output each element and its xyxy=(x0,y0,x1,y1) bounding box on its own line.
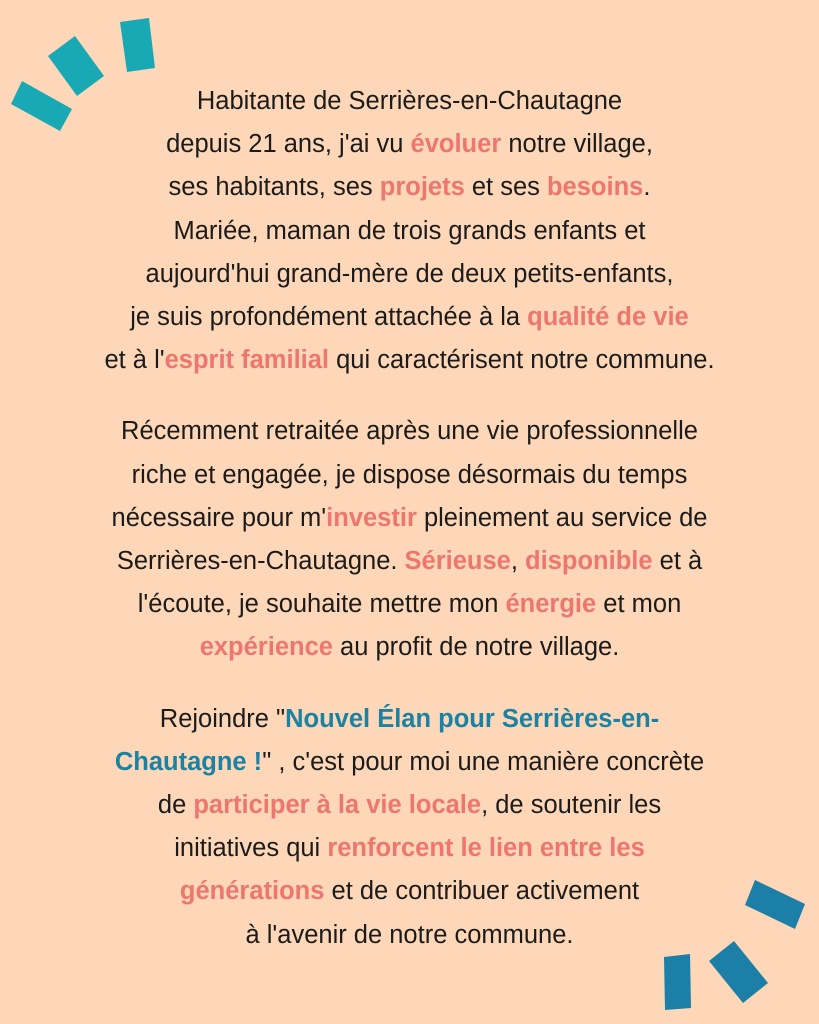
text-segment: et ses xyxy=(464,173,547,202)
highlight-text: participer à la vie locale xyxy=(193,791,482,820)
text-segment: au profit de notre village. xyxy=(332,633,620,662)
text-segment: pleinement au service de xyxy=(416,503,708,532)
text-segment: depuis 21 ans, j'ai vu xyxy=(166,130,411,159)
text-segment: l'écoute, je souhaite mettre mon xyxy=(137,590,506,619)
highlight-text: renforcent le lien entre les xyxy=(327,834,645,863)
text-line xyxy=(40,540,779,583)
text-line xyxy=(40,626,779,669)
text-line xyxy=(40,583,779,626)
text-segment: riche et engagée, je dispose désormais du temps xyxy=(131,460,688,489)
text-line xyxy=(40,123,779,166)
text-segment: Habitante de Serrières-en-Chautagne xyxy=(196,87,623,115)
text-line xyxy=(40,914,779,957)
text-line xyxy=(40,339,779,382)
text-segment: Mariée, maman de trois grands enfants et xyxy=(173,216,646,245)
text-segment: Serrières-en-Chautagne. xyxy=(116,547,405,576)
text-line xyxy=(40,784,779,827)
text-segment: notre village, xyxy=(501,130,653,159)
text-segment: aujourd'hui grand-mère de deux petits-enfants, xyxy=(145,259,674,288)
highlight-text: générations xyxy=(179,877,325,906)
text-segment: Rejoindre " xyxy=(159,704,286,733)
highlight-text: besoins xyxy=(546,173,644,202)
text-segment: ses habitants, ses xyxy=(168,173,380,202)
text-segment: je suis profondément attachée à la xyxy=(130,303,528,332)
text-line xyxy=(40,166,779,209)
text-line xyxy=(40,296,779,339)
text-segment: et de contribuer activement xyxy=(324,877,640,906)
brand-name: Chautagne ! xyxy=(114,747,263,776)
paragraph xyxy=(40,698,779,957)
highlight-text: expérience xyxy=(199,633,333,662)
text-line xyxy=(40,827,779,870)
text-line xyxy=(40,698,779,741)
highlight-text: Sérieuse xyxy=(404,547,511,576)
text-segment: " , c'est pour moi une manière concrète xyxy=(262,747,705,776)
text-segment: , de soutenir les xyxy=(481,791,662,820)
brand-name: Nouvel Élan pour Serrières-en- xyxy=(285,704,660,733)
text-segment: Récemment retraitée après une vie professionnelle xyxy=(121,417,698,446)
text-line xyxy=(40,870,779,913)
highlight-text: qualité de vie xyxy=(527,303,689,332)
text-segment: nécessaire pour m' xyxy=(111,503,327,532)
highlight-text: projets xyxy=(379,173,465,202)
text-line xyxy=(40,80,779,123)
text-line xyxy=(40,253,779,296)
text-line xyxy=(40,210,779,253)
highlight-text: évoluer xyxy=(410,130,502,159)
text-segment: et à xyxy=(652,547,703,576)
text-segment: de xyxy=(157,791,194,820)
highlight-text: disponible xyxy=(525,547,653,576)
text-line xyxy=(40,410,779,453)
text-segment: qui caractérisent notre commune. xyxy=(329,346,715,375)
text-segment: et mon xyxy=(596,590,682,619)
text-segment: . xyxy=(643,173,651,202)
body-text xyxy=(40,80,779,985)
text-segment: à l'avenir de notre commune. xyxy=(245,920,574,949)
paragraph xyxy=(40,410,779,669)
highlight-text: investir xyxy=(326,503,417,532)
text-segment: , xyxy=(510,547,526,576)
text-segment: initiatives qui xyxy=(174,834,328,863)
paragraph xyxy=(40,80,779,382)
text-line xyxy=(40,454,779,497)
highlight-text: esprit familial xyxy=(164,346,330,375)
text-line xyxy=(40,497,779,540)
burst-dash xyxy=(120,18,155,72)
text-segment: et à l' xyxy=(104,346,165,375)
text-line xyxy=(40,741,779,784)
highlight-text: énergie xyxy=(505,590,597,619)
